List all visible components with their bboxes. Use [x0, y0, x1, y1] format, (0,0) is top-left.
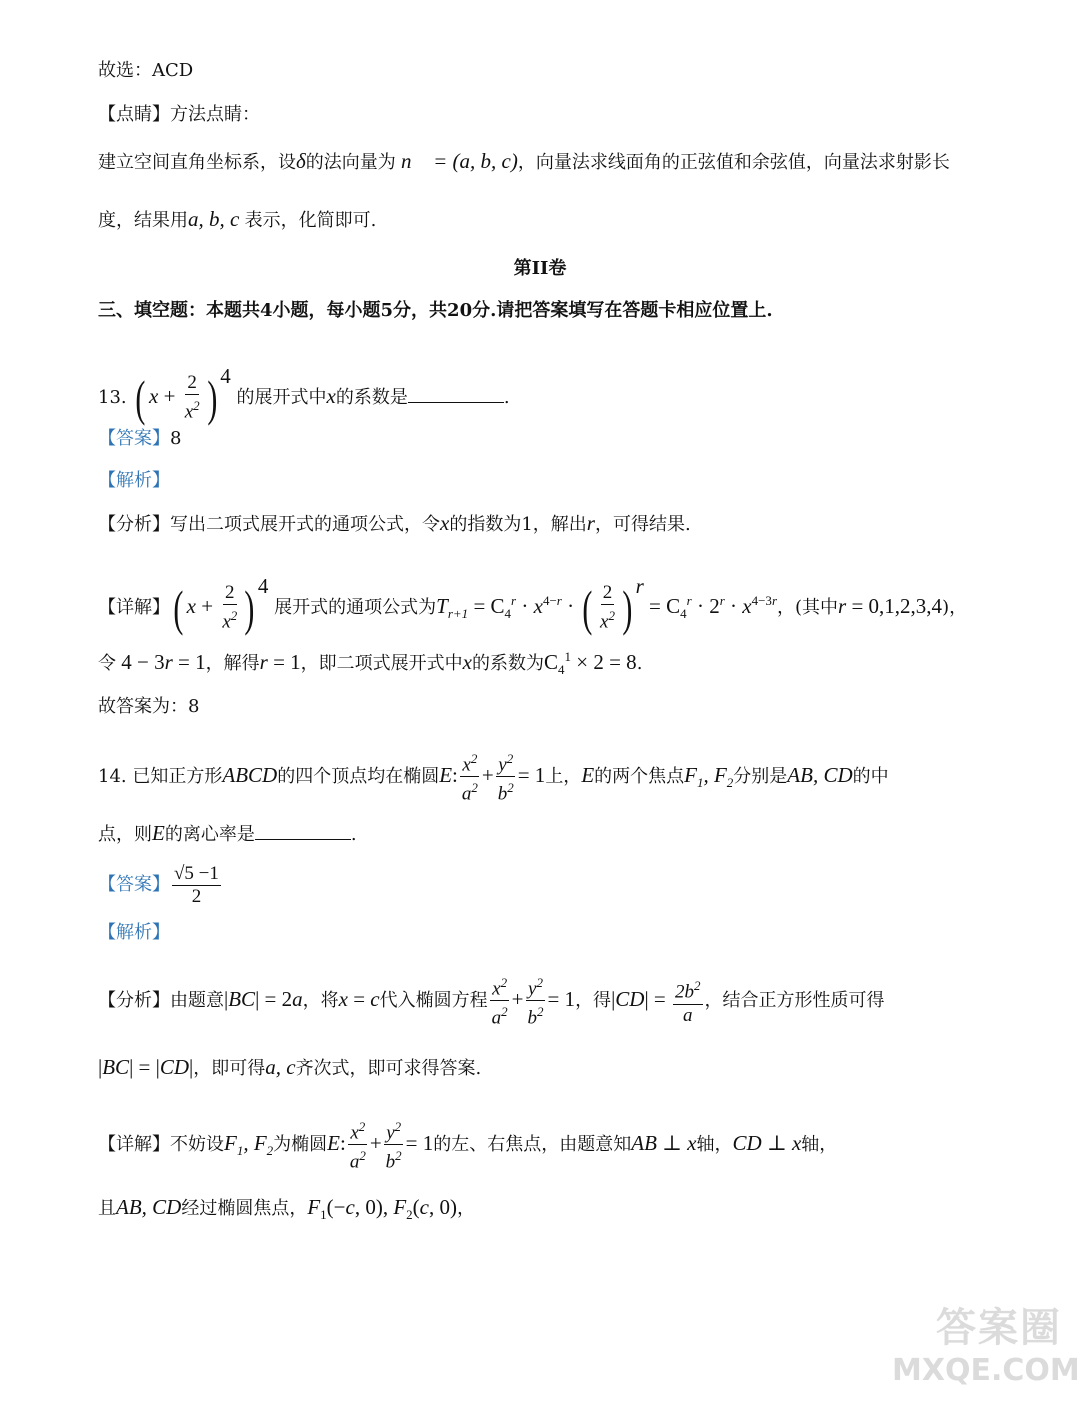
q14-fenxi-a: 由题意 — [170, 989, 224, 1011]
q13-fenxi-line — [98, 508, 1000, 540]
watermark-logo — [892, 1305, 1080, 1401]
q14-question-line-2: 点，则E的离心率是 . — [98, 821, 357, 845]
q13-detail-fraction: $\frac{2}{x^2}$ — [222, 582, 238, 633]
q13-answer-line — [98, 424, 1000, 454]
normal-vector-formula: n⃗ = (a, b, c) — [395, 149, 518, 173]
q13-final-text: 故答案为：8 — [98, 696, 200, 717]
delta-symbol: δ — [296, 149, 306, 173]
conclusion-line — [98, 56, 1000, 86]
q13-text-b: 的系数是 — [335, 387, 408, 408]
method-text-4: 度，结果用 — [98, 210, 188, 231]
q13-analysis-label: 【解析】 — [98, 470, 170, 491]
q14-detail-label: 【详解】 — [98, 1133, 170, 1155]
q13-coefficient: $C_4^1 \times 2 = 8$ — [543, 649, 637, 678]
method-line-1 — [98, 146, 1000, 178]
right-paren: ) — [622, 580, 633, 636]
q14-period: . — [350, 824, 357, 845]
section-heading — [98, 296, 1000, 326]
q14-text-c: 上， — [545, 765, 582, 787]
q14-analysis-line — [98, 918, 1000, 948]
q13-detail-label: 【详解】 — [98, 597, 170, 618]
q13-analysis-line — [98, 466, 1000, 496]
q14-fenxi-d: ，得 — [575, 989, 612, 1011]
q14-text-g: 点，则 — [98, 824, 152, 845]
q13-question: 13. ( x + $\frac{2}{x^2}$ ) $^4$ 的展开式中x的系数是 . — [98, 364, 510, 426]
q14-question-line-1: 14. 已知正方形ABCD的四个顶点均在椭圆E: $\frac{x^2}{a^2}$ + $\frac{y^2}{b^2}$ = 1上，E的两个焦点$F_1$, $F_2$分别是AB, CD的中 — [98, 748, 1000, 809]
q14-fenxi2-c: 齐次式，即可求得答案. — [295, 1058, 482, 1079]
q14-text-b: 的四个顶点均在椭圆 — [277, 765, 440, 787]
q14-answer-line — [98, 860, 1000, 910]
q13-answer-label: 【答案】 — [98, 428, 170, 449]
q13-r-solution: r = 1 — [259, 650, 301, 674]
q13-detail2-a: 令 — [98, 653, 116, 674]
abc-symbols: a, b, c — [188, 207, 245, 231]
q13-number: 13. — [98, 387, 127, 408]
q13-detail-line: 【详解】( x + $\frac{2}{x^2}$ ) $^4$ 展开式的通项公式为$T_{r+1} = C_4^r \cdot x^{4-r}$ · ( $\frac{2}{x^2}$ ) $^r = C_4^r \cdot 2^r \cdot x^{4-3r}$，(其中r = 0,1,2,3,4)， — [98, 574, 968, 636]
q14-detail2-a: 且 — [98, 1198, 116, 1219]
q13-detail-a: 展开式的通项公式为 — [274, 597, 437, 618]
q13-general-term: $T_{r+1}$ — [436, 594, 469, 622]
q13-detail-b: ，(其中 — [777, 597, 839, 618]
watermark-top: 答案圈 — [936, 1305, 1062, 1351]
q14-fenxi-line: 【分析】由题意|BC| = 2a，将x = c代入椭圆方程 $\frac{x^2}{a^2}$ + $\frac{y^2}{b^2}$ = 1，得|CD| = $\frac{2b^2}{a}$ ，结合正方形性质可得 — [98, 972, 1000, 1030]
q13-fenxi-x: x — [440, 511, 450, 535]
q14-text-a: 已知正方形 — [132, 765, 223, 787]
q14-text-d: 的两个焦点 — [594, 765, 685, 787]
q13-detail-fraction-2: $\frac{2}{x^2}$ — [600, 582, 615, 633]
q14-detail2-b: 经过椭圆焦点， — [181, 1198, 308, 1219]
q13-answer-blank — [408, 384, 504, 403]
method-text-2: 的法向量为 — [305, 152, 396, 173]
q14-text-h: 的离心率是 — [164, 824, 255, 845]
q14-frac-x: $\frac{x^2}{a^2}$ — [460, 748, 480, 806]
q13-detail2-d: 的系数为 — [471, 653, 544, 674]
conclusion-text: 故选：ACD — [98, 60, 194, 81]
q13-fenxi-r: r — [586, 511, 595, 535]
q13-period: . — [503, 387, 510, 408]
section-heading-text: 三、填空题：本题共4小题，每小题5分，共20分.请把答案填写在答题卡相应位置上. — [98, 300, 773, 321]
right-paren: ) — [244, 580, 255, 636]
q13-text-a: 的展开式中 — [236, 387, 327, 408]
q14-fenxi-c: 代入椭圆方程 — [379, 989, 488, 1011]
q14-detail-a: 不妨设 — [170, 1133, 224, 1155]
section-title-text: 第II卷 — [513, 258, 567, 279]
watermark-bottom: MXQE.COM — [892, 1353, 1080, 1388]
q14-detail-c: 的左、右焦点，由题意知 — [433, 1133, 632, 1155]
method-line-2 — [98, 204, 1000, 236]
q13-detail-c: )， — [942, 597, 968, 618]
q13-x-var: x — [326, 384, 336, 408]
q14-text-e: 分别是 — [733, 765, 788, 787]
q14-fenxi2-line: |BC| = |CD|，即可得a, c齐次式，即可求得答案. — [98, 1055, 482, 1079]
q13-x-term: x — [149, 384, 159, 408]
q14-fenxi2-b: ，即可得 — [193, 1058, 266, 1079]
q14-frac-y: $\frac{y^2}{b^2}$ — [496, 748, 516, 806]
method-text-3: ，向量法求线面角的正弦值和余弦值，向量法求射影长 — [517, 152, 950, 173]
left-paren: ( — [582, 580, 593, 636]
q13-fenxi-a: 写出二项式展开式的通项公式，令 — [170, 514, 440, 535]
q14-answer-fraction: $\frac{√5 -1}{2}$ — [174, 862, 219, 907]
tip-heading: 【点睛】方法点睛： — [98, 104, 260, 125]
q14-detail-e: 轴， — [801, 1133, 838, 1155]
section-title — [0, 254, 1080, 284]
q14-text-f: 的中 — [852, 765, 889, 787]
q14-fenxi-label: 【分析】 — [98, 989, 170, 1011]
q14-detail-b: 为椭圆 — [273, 1133, 328, 1155]
q13-fraction: $\frac{2}{x^2}$ — [184, 372, 200, 423]
q14-detail2-line: 且AB, CD经过椭圆焦点，$F_1(-c$, 0), $F_2(c$, 0)， — [98, 1195, 475, 1223]
q14-answer-blank — [255, 821, 351, 840]
q14-detail-line: 【详解】不妨设$F_1$, $F_2$为椭圆E: $\frac{x^2}{a^2}$ + $\frac{y^2}{b^2}$ = 1的左、右焦点，由题意知AB ⊥ x轴，CD ⊥ x轴， — [98, 1116, 1000, 1176]
q14-detail-d: 轴， — [696, 1133, 733, 1155]
q14-fenxi-b: ，将 — [302, 989, 339, 1011]
tip-line — [98, 100, 1000, 130]
method-text-5: 表示，化简即可. — [244, 210, 377, 231]
q13-fenxi-label: 【分析】 — [98, 514, 170, 535]
q13-fenxi-b: 的指数为1，解出 — [449, 514, 587, 535]
q13-equation: 4 − 3r = 1 — [116, 650, 206, 674]
right-paren: ) — [206, 370, 217, 426]
q13-detail2-c: ，即二项式展开式中 — [300, 653, 463, 674]
left-paren: ( — [173, 580, 184, 636]
q14-fenxi-e: ，结合正方形性质可得 — [704, 989, 885, 1011]
q13-fenxi-c: ，可得结果. — [594, 514, 691, 535]
q13-r-values: r = 0,1,2,3,4 — [838, 594, 943, 618]
q14-analysis-label: 【解析】 — [98, 922, 170, 943]
q13-detail2-line: 令 4 − 3r = 1，解得r = 1，即二项式展开式中x的系数为$C_4^1 \times 2 = 8$. — [98, 649, 643, 678]
q13-answer-value: 8 — [170, 428, 182, 449]
q13-final-line — [98, 692, 1000, 722]
q14-number: 14. — [98, 765, 127, 787]
method-text-1: 建立空间直角坐标系，设 — [98, 152, 296, 173]
q14-answer-label: 【答案】 — [98, 874, 170, 895]
left-paren: ( — [135, 370, 146, 426]
q13-detail2-b: ，解得 — [205, 653, 260, 674]
